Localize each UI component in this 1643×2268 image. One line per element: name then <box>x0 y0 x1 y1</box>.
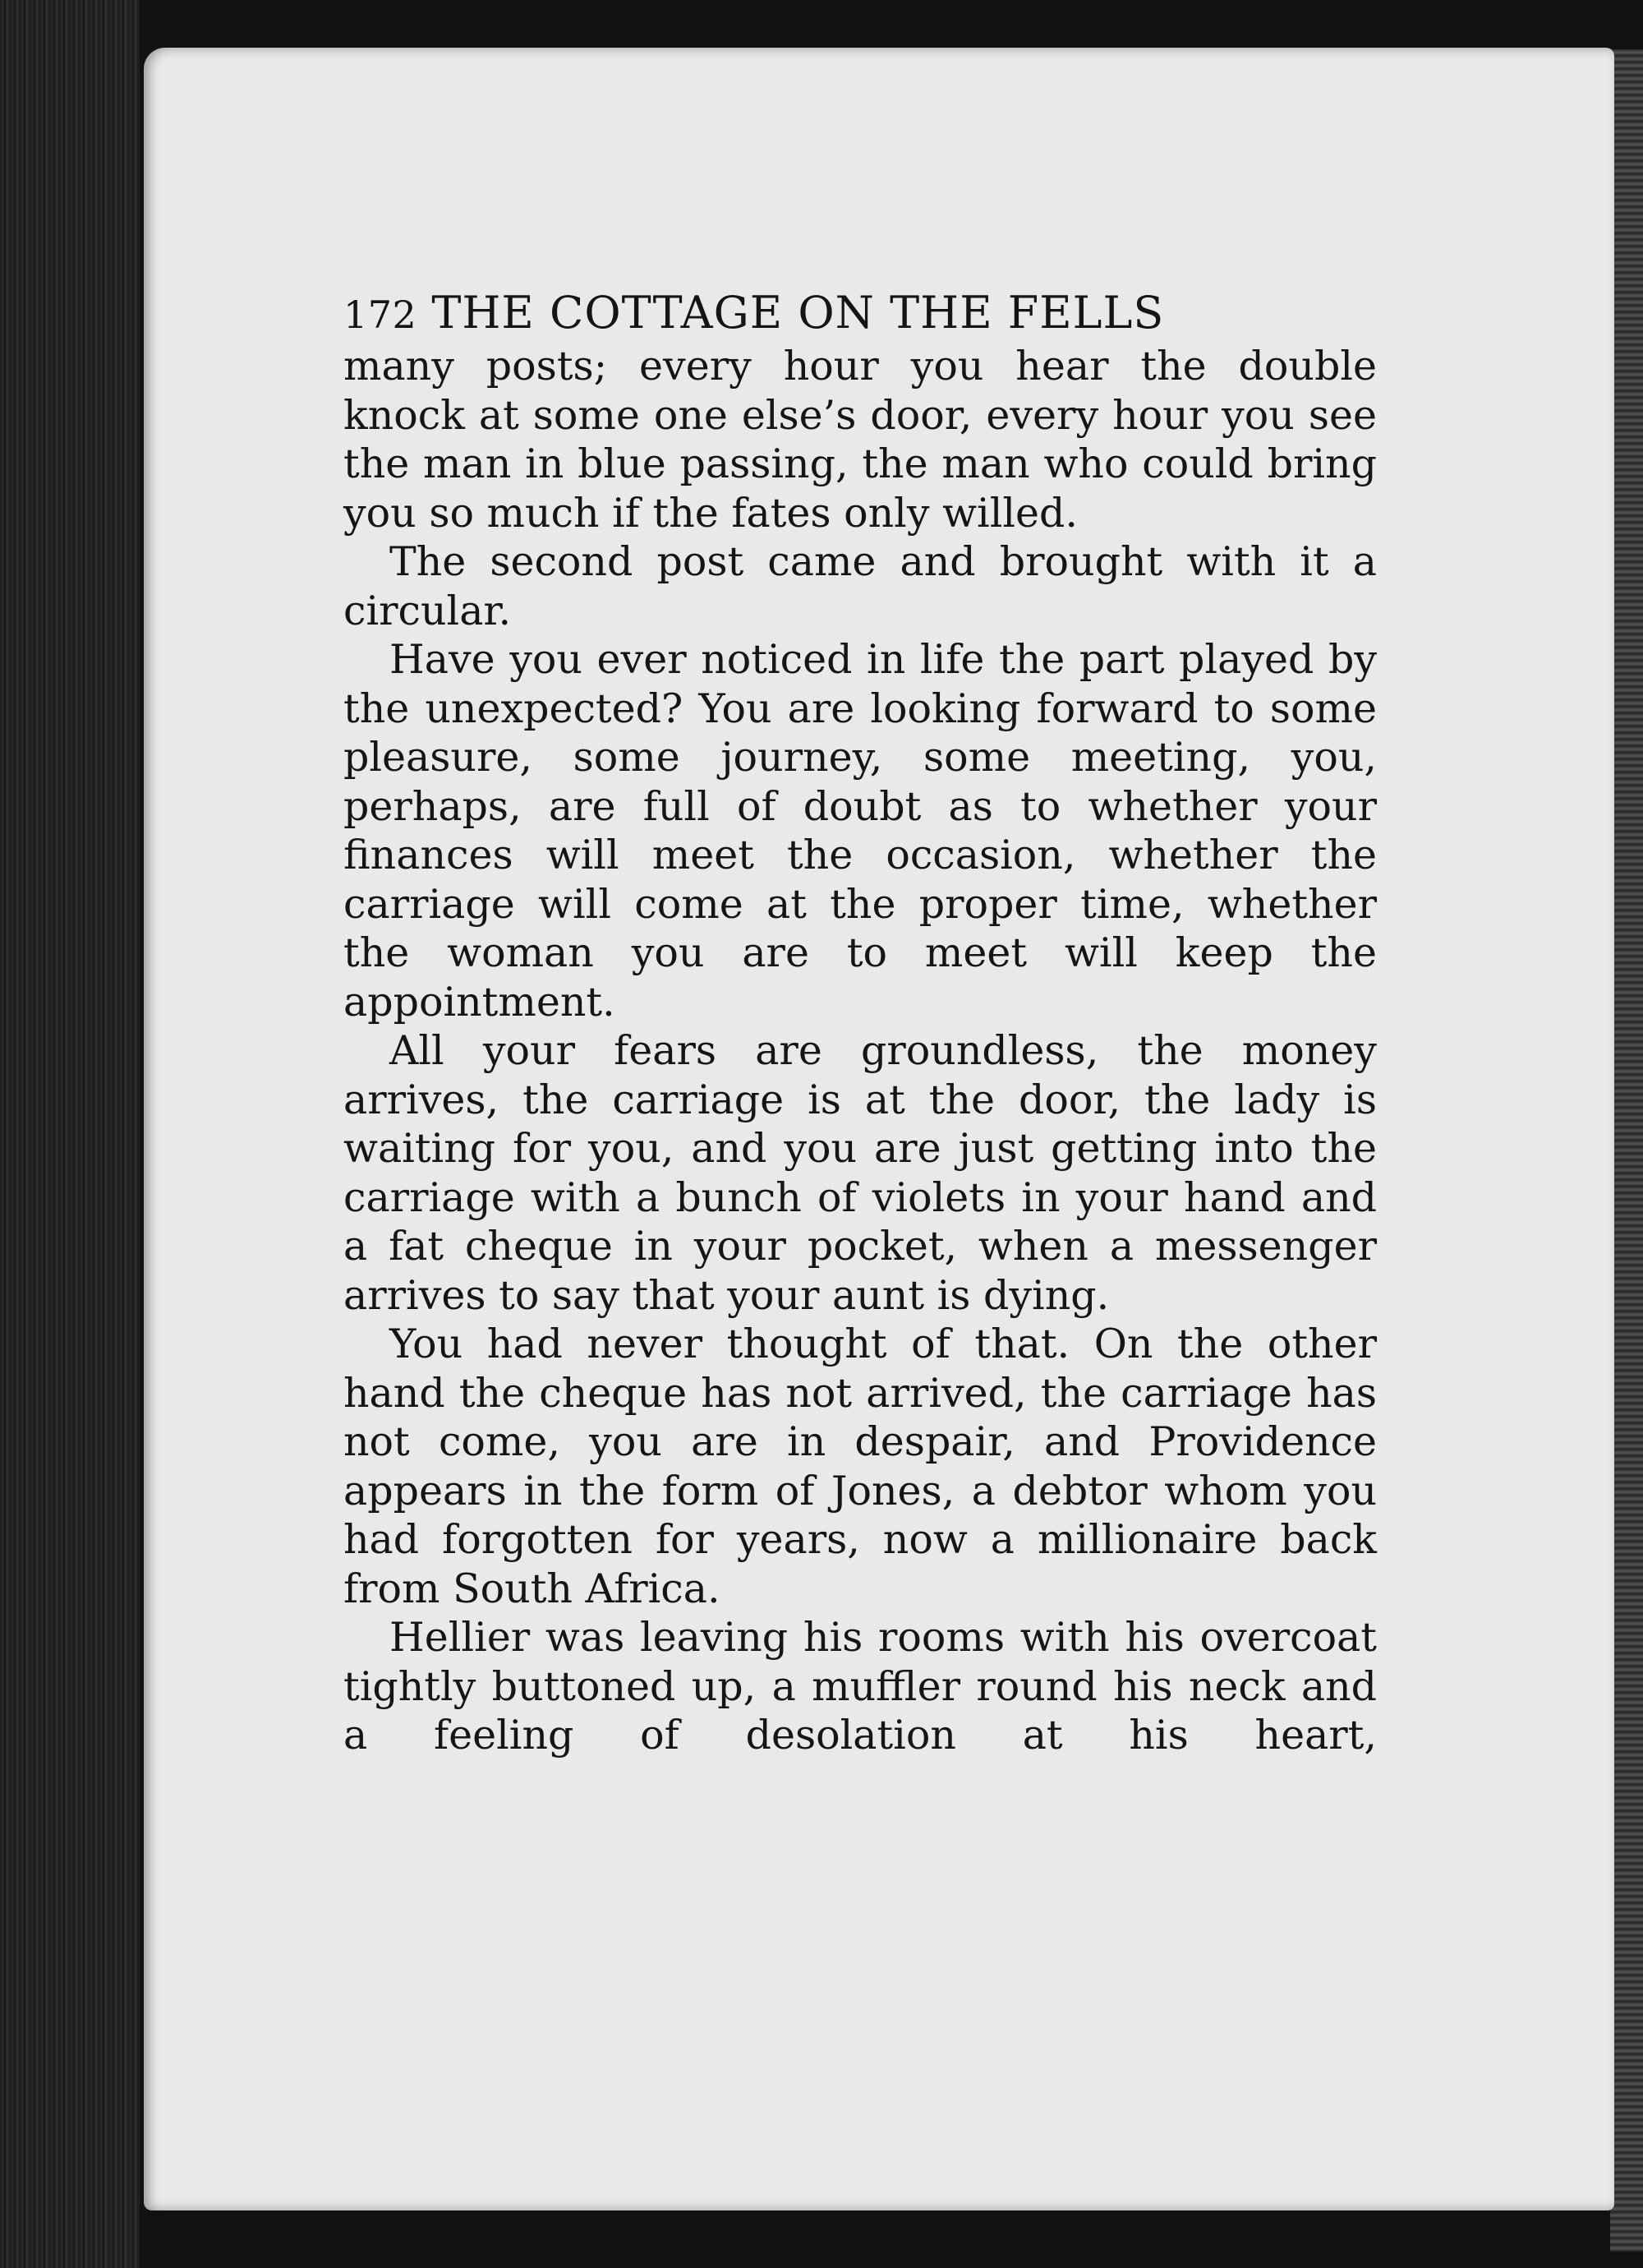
paragraph-1: many posts; every hour you hear the double knock at some one else’s door, every hour you see the man in blue passing, the man who could bring you so much if the fates only willed. <box>343 343 1377 537</box>
paragraph-6: Hellier was leaving his rooms with his overcoat tightly buttoned up, a muffler round his neck and a feeling of desolation at his heart, <box>343 1614 1377 1759</box>
paragraph-2: The second post came and brought with it a circular. <box>343 538 1377 634</box>
book-title: THE COTTAGE ON THE FELLS <box>431 287 1165 339</box>
text-block <box>343 286 1377 1760</box>
book-binding-edge <box>0 0 140 2268</box>
page-edge-right <box>1610 49 1643 2252</box>
paragraph-4: All your fears are groundless, the money arrives, the carriage is at the door, the lady is waiting for you, and you are just getting into the carriage with a bunch of violets in your hand and a fat cheque in your pocket, when a messenger arrives to say that your aunt is dying. <box>343 1027 1377 1319</box>
paragraph-3: Have you ever noticed in life the part played by the unexpected? You are looking forward to some pleasure, some journey, some meeting, you, perhaps, are full of doubt as to whether your finances will meet the occasion, whether the carriage will come at the proper time, whether the woman you are to meet will keep the appointment. <box>343 636 1377 1026</box>
running-head <box>343 286 1377 342</box>
paragraph-5: You had never thought of that. On the other hand the cheque has not arrived, the carriage has not come, you are in despair, and Providence appears in the form of Jones, a debtor whom you had forgotten for years, now a millionaire back from South Africa. <box>343 1321 1377 1612</box>
page-number: 172 <box>343 293 417 337</box>
